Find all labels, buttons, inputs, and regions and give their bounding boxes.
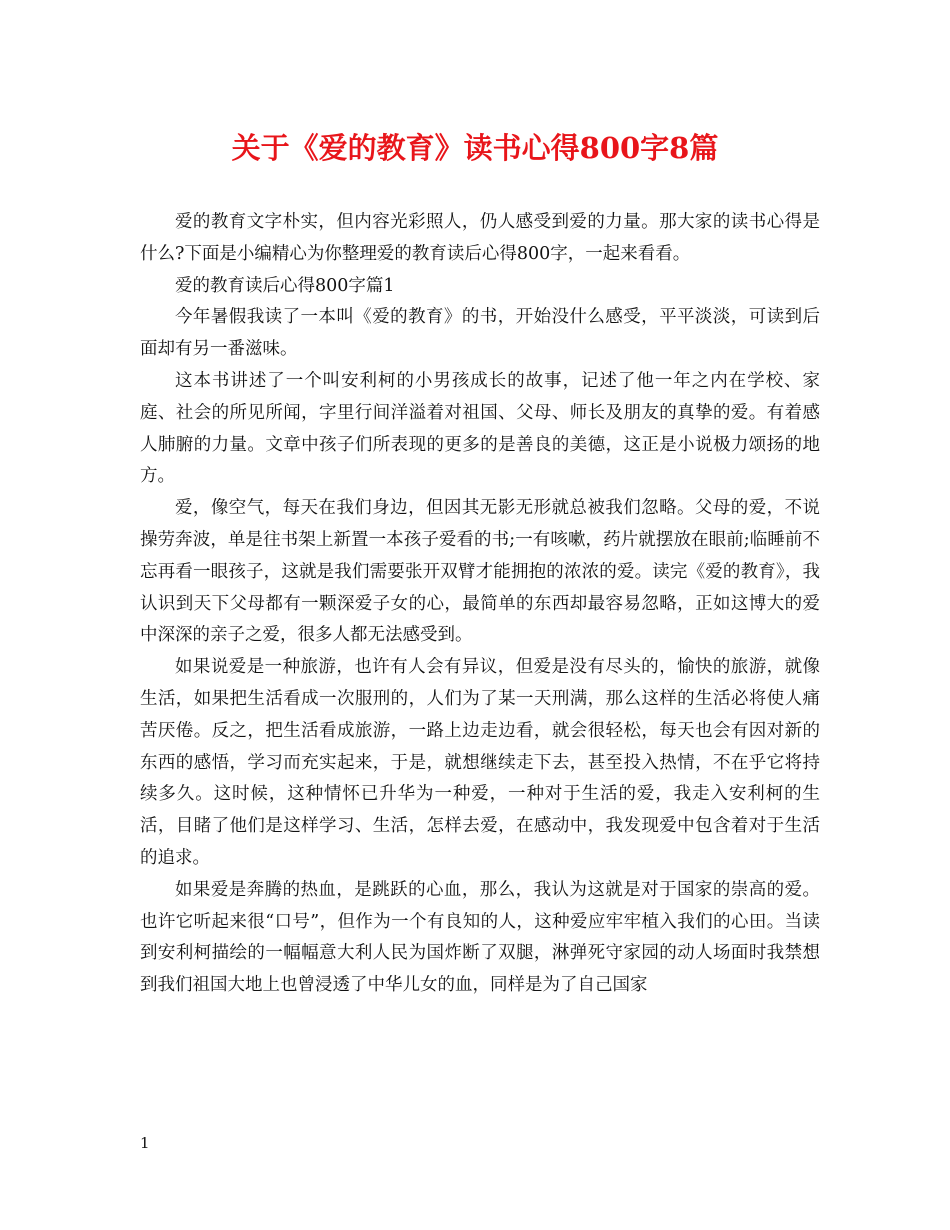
page-number: 1 <box>140 1134 150 1152</box>
section-heading: 爱的教育读后心得800字篇1 <box>175 275 395 296</box>
paragraph: 如果爱是奔腾的热血，是跳跃的心血，那么，我认为这就是对于国家的崇高的爱。也许它听起来很“口号”，但作为一个有良知的人，这种爱应牢牢植入我们的心田。当读到安利柯描绘的一幅幅意大利人民为国炸断了双腿，淋弹死守家园的动人场面时我禁想到我们祖国大地上也曾浸透了中华儿女的血，同样是为了自己国家 <box>140 879 820 996</box>
paragraph: 今年暑假我读了一本叫《爱的教育》的书，开始没什么感受，平平淡淡，可读到后面却有另一番滋味。 <box>140 307 820 360</box>
paragraph: 如果说爱是一种旅游，也许有人会有异议，但爱是没有尽头的，愉快的旅游，就像生活，如果把生活看成一次服刑的，人们为了某一天刑满，那么这样的生活必将使人痛苦厌倦。反之，把生活看成旅游，一路上边走边看，就会很轻松，每天也会有因对新的东西的感悟，学习而充实起来，于是，就想继续走下去，甚至投入热情，不在乎它将持续多久。这时候，这种情怀已升华为一种爱，一种对于生活的爱，我走入安利柯的生活，目睹了他们是这样学习、生活，怎样去爱，在感动中，我发现爱中包含着对于生活的追求。 <box>140 657 820 868</box>
document-body <box>140 207 820 1002</box>
paragraph-intro: 爱的教育文字朴实，但内容光彩照人，仍人感受到爱的力量。那大家的读书心得是什么?下面是小编精心为你整理爱的教育读后心得800字，一起来看看。 <box>140 212 820 264</box>
page-title: 关于《爱的教育》读书心得800字8篇 <box>231 131 719 165</box>
paragraph: 这本书讲述了一个叫安利柯的小男孩成长的故事，记述了他一年之内在学校、家庭、社会的所见所闻，字里行间洋溢着对祖国、父母、师长及朋友的真挚的爱。有着感人肺腑的力量。文章中孩子们所表现的更多的是善良的美德，这正是小说极力颂扬的地方。 <box>140 370 820 487</box>
paragraph: 爱，像空气，每天在我们身边，但因其无影无形就总被我们忽略。父母的爱，不说操劳奔波，单是往书架上新置一本孩子爱看的书;一有咳嗽，药片就摆放在眼前;临睡前不忘再看一眼孩子，这就是我们需要张开双臂才能拥抱的浓浓的爱。读完《爱的教育》，我认识到天下父母都有一颗深爱子女的心，最简单的东西却最容易忽略，正如这博大的爱中深深的亲子之爱，很多人都无法感受到。 <box>140 498 820 646</box>
